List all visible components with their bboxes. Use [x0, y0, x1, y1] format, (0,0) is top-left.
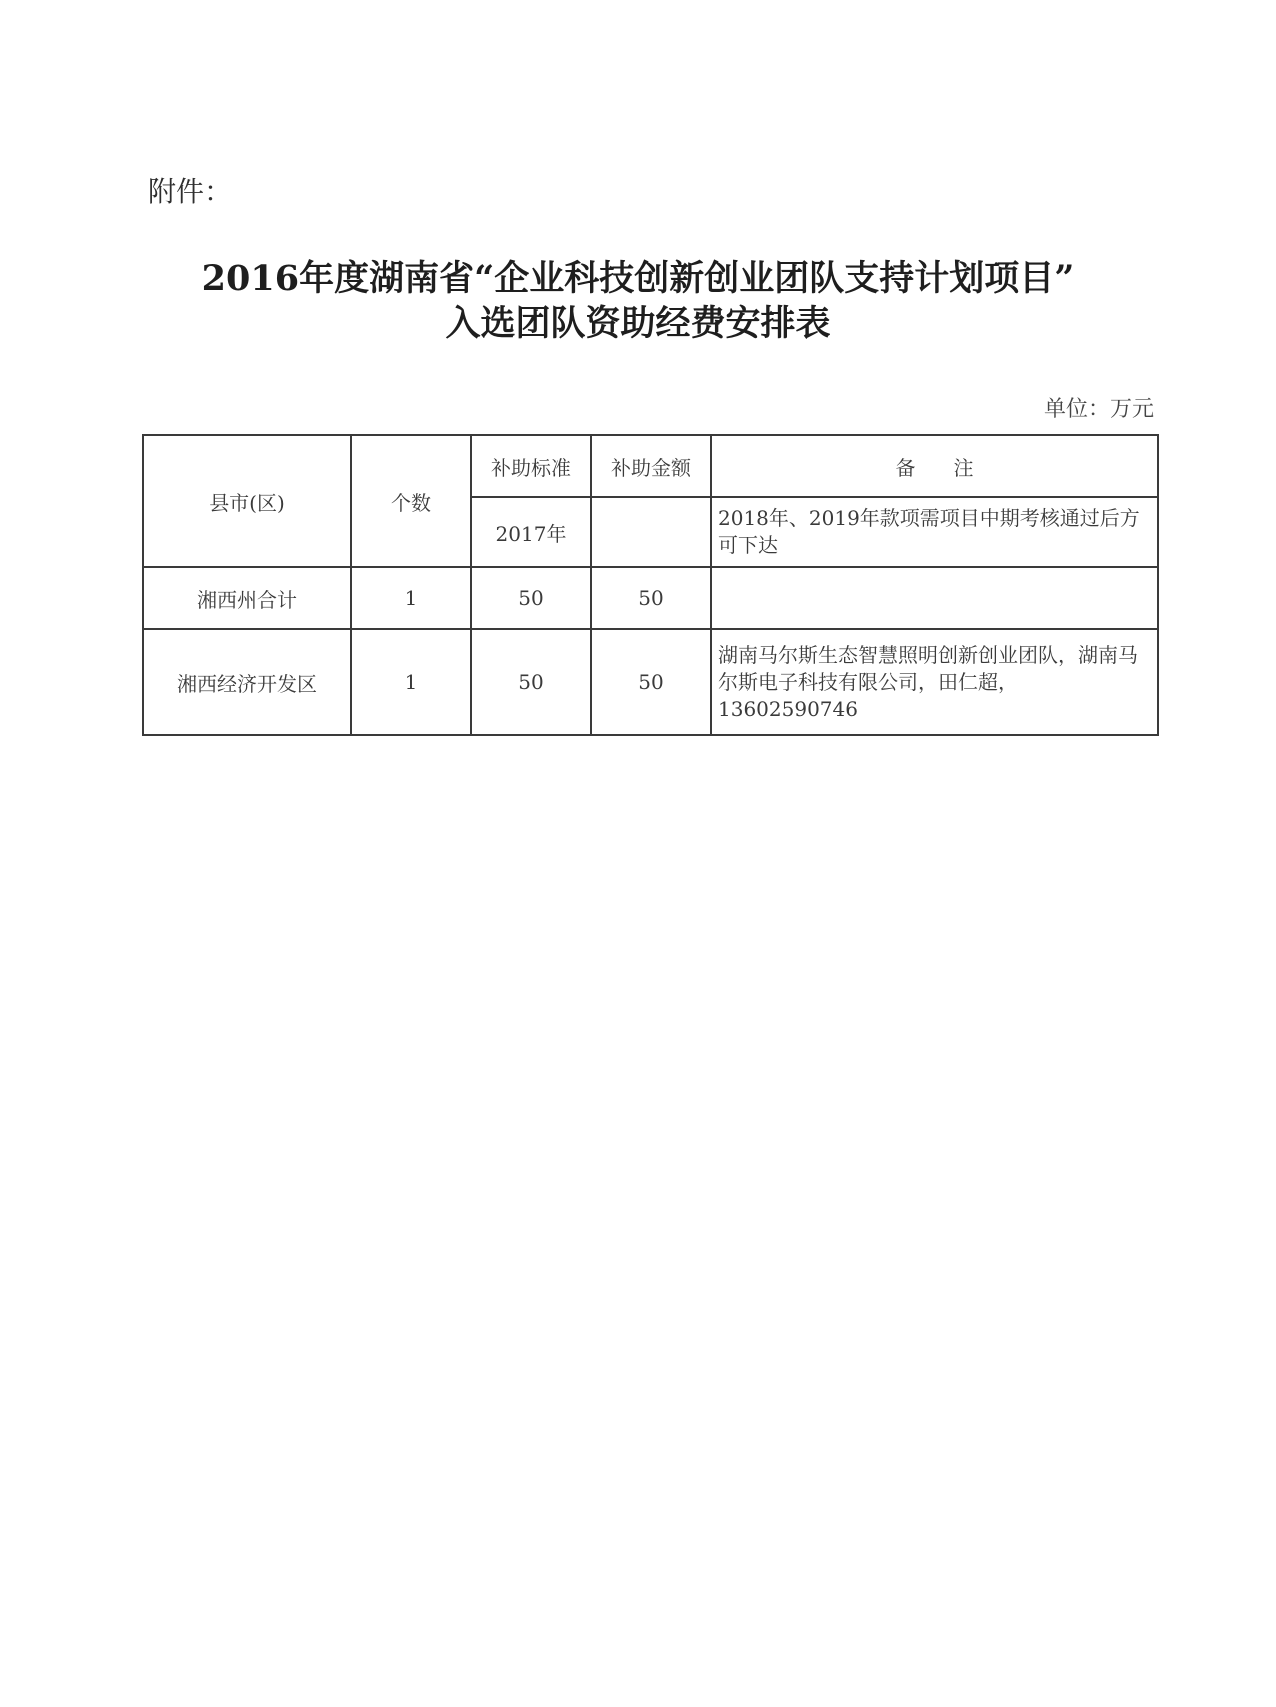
funding-table [142, 434, 1159, 736]
header-year-amount-empty [591, 497, 711, 567]
table-row [143, 567, 1158, 629]
attachment-label: 附件： [148, 175, 233, 208]
header-count: 个数 [351, 435, 471, 567]
header-year-note: 2018年、2019年款项需项目中期考核通过后方可下达 [711, 497, 1158, 567]
table-row [143, 629, 1158, 735]
page-title: 2016年度湖南省“企业科技创新创业团队支持计划项目” [201, 258, 1075, 299]
table-header-row [143, 435, 1158, 497]
header-note: 备注 [711, 435, 1158, 497]
cell-standard: 50 [471, 567, 591, 629]
unit-label: 单位：万元 [1043, 397, 1154, 422]
cell-count: 1 [351, 629, 471, 735]
cell-region: 湘西州合计 [143, 567, 351, 629]
cell-note [711, 567, 1158, 629]
cell-amount: 50 [591, 629, 711, 735]
header-amount: 补助金额 [591, 435, 711, 497]
cell-count: 1 [351, 567, 471, 629]
cell-note: 湖南马尔斯生态智慧照明创新创业团队，湖南马尔斯电子科技有限公司，田仁超，13602590746 [711, 629, 1158, 735]
header-region: 县市(区) [143, 435, 351, 567]
cell-standard: 50 [471, 629, 591, 735]
header-standard: 补助标准 [471, 435, 591, 497]
cell-amount: 50 [591, 567, 711, 629]
header-year: 2017年 [471, 497, 591, 567]
cell-region: 湘西经济开发区 [143, 629, 351, 735]
page-subtitle: 入选团队资助经费安排表 [445, 303, 831, 344]
